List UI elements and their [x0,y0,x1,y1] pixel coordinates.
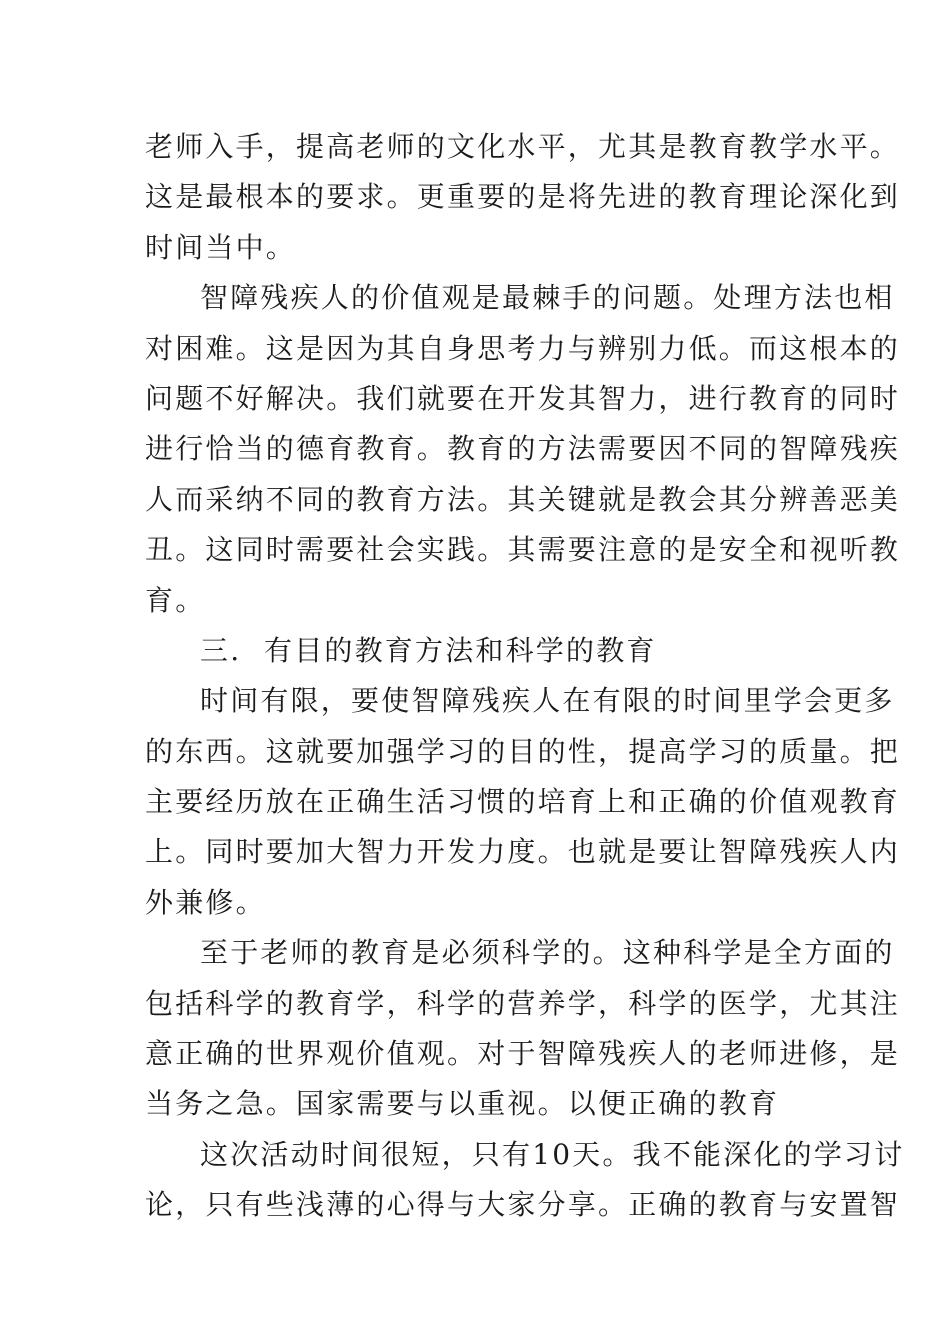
text-line: 育。 [145,583,206,617]
text-line: 上。同时要加大智力开发力度。也就是要让智障残疾人内 [145,835,901,869]
section-heading [145,626,810,676]
text-line: 时间当中。 [145,230,297,264]
text-line: 老师入手，提高老师的文化水平，尤其是教育教学水平。 [145,130,901,163]
text-line: 对困难。这是因为其自身思考力与辨别力低。而这根本的 [145,331,901,365]
text-line: 丑。这同时需要社会实践。其需要注意的是安全和视听教 [145,533,901,567]
section-heading-title: 有目的教育方法和科学的教育 [264,633,657,667]
text-line: 包括科学的教育学，科学的营养学，科学的医学，尤其注 [145,986,901,1020]
paragraph-first-line: 时间有限，要使智障残疾人在有限的时间里学会更多 [200,684,895,718]
paragraph-first-line: 这次活动时间很短，只有10天。我不能深化的学习讨 [200,1137,905,1171]
text-line: 主要经历放在正确生活习惯的培育上和正确的价值观教育 [145,785,901,819]
text-line: 论，只有些浅薄的心得与大家分享。正确的教育与安置智 [145,1188,901,1222]
text-line: 意正确的世界观价值观。对于智障残疾人的老师进修，是 [145,1037,901,1071]
section-heading-number: 三. [200,633,242,667]
text-line: 外兼修。 [145,885,266,919]
text-line: 的东西。这就要加强学习的目的性，提高学习的质量。把 [145,734,901,768]
text-line: 人而采纳不同的教育方法。其关键就是教会其分辨善恶美 [145,482,901,516]
text-line: 进行恰当的德育教育。教育的方法需要因不同的智障残疾 [145,432,901,466]
paragraph-first-line: 至于老师的教育是必须科学的。这种科学是全方面的 [200,936,895,970]
paragraph-first-line: 智障残疾人的价值观是最棘手的问题。处理方法也相 [200,281,895,315]
text-line: 问题不好解决。我们就要在开发其智力，进行教育的同时 [145,381,901,415]
text-line: 这是最根本的要求。更重要的是将先进的教育理论深化到 [145,180,901,214]
document-page [145,122,905,1231]
text-line: 当务之急。国家需要与以重视。以便正确的教育 [145,1087,780,1121]
